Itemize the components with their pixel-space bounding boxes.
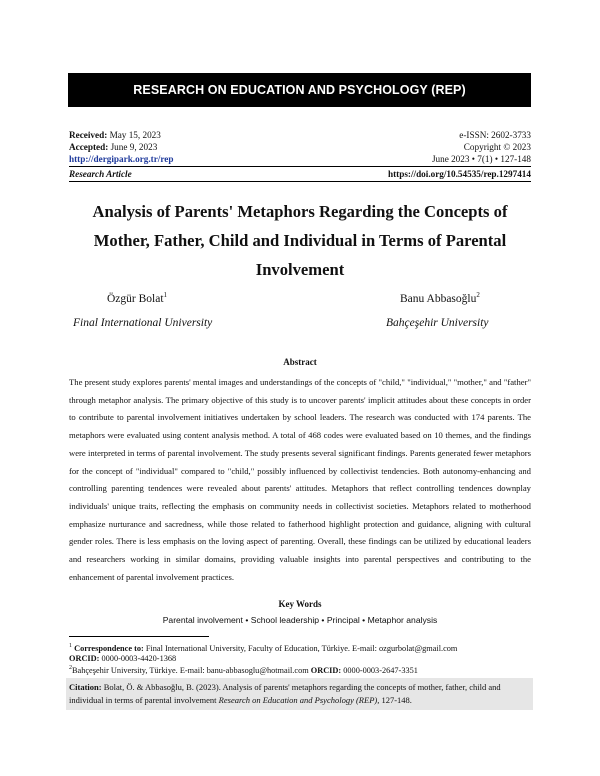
accepted-label: Accepted: [69, 142, 109, 152]
abstract-heading: Abstract [283, 357, 317, 367]
citation-box [66, 678, 533, 710]
author-sup: 2 [476, 291, 480, 299]
keywords-heading: Key Words [278, 599, 322, 609]
journal-url-link[interactable]: http://dergipark.org.tr/rep [69, 154, 174, 164]
article-type: Research Article [69, 169, 132, 179]
author-2 [400, 291, 480, 305]
issue-info: June 2023 • 7(1) • 127-148 [431, 154, 531, 164]
author-name: Özgür Bolat [107, 292, 164, 305]
doi-link[interactable]: https://doi.org/10.54535/rep.1297414 [387, 169, 531, 179]
eissn: e-ISSN: 2602-3733 [459, 130, 531, 140]
footnote-text: Bahçeşehir University, Türkiye. E-mail: banu-abbasoglu@hotmail.com [72, 665, 309, 675]
citation-pages: 127-148. [381, 694, 412, 705]
orcid-id: 0000-0003-4420-1368 [101, 654, 177, 664]
received-label: Received: [69, 130, 108, 140]
title-line: Involvement [255, 260, 345, 279]
accepted-date: June 9, 2023 [110, 142, 158, 152]
article-type-row [69, 168, 531, 180]
copyright: Copyright © 2023 [463, 142, 531, 152]
title-line: Mother, Father, Child and Individual in Terms of Parental [93, 231, 507, 250]
affiliation-2: Bahçeşehir University [386, 317, 489, 329]
citation-text: Bolat, Ö. & Abbasoğlu, B. (2023). Analysis of parents' metaphors regarding the concepts of mother, father, child and individual in terms of parental involvement [69, 682, 501, 705]
orcid-label: ORCID: [69, 654, 100, 664]
paper-title [60, 197, 540, 284]
citation-label: Citation: [69, 682, 102, 692]
meta-divider [69, 166, 531, 167]
author-sup: 1 [163, 291, 168, 299]
correspondence-label: Correspondence to: [74, 643, 144, 653]
footnote-1 [69, 641, 539, 665]
affiliation-1: Final International University [73, 317, 213, 329]
abstract-body: The present study explores parents' mental images and understandings of the concepts of "child," "individual," "mother," and "father" through metaphor analysis. The primary objective of this study is to uncover parents' implicit attitudes about these concepts in order to contribute to parental involvement initiatives undertaken by school leaders. The research was conducted with 174 parents. The metaphors were evaluated using content analysis method. A total of 468 codes were evaluated based on 10 themes, and the findings were interpreted in terms of parental involvement. The study presents several significant findings. Parents generated fewer metaphors for the concept of "individual" compared to "child," possibly influenced by collectivist tendencies. Both autonomy-enhancing and controlling parenting tendences were revealed about parents' attitudes. Metaphors that reflect controlling tendences downplay individuals' unique traits, reflecting the emphasis on community needs in collectivist societies. Metaphors related to motherhood emphasize nurturance and sacredness, while those related to fatherhood highlight protection and guidance, aligning with cultural gender roles. There is less emphasis on the loving aspect of parenting. Overall, these findings can be utilized by educational leaders and researchers working in similar domains, providing valuable insights into parental perspectives and contributing to the enhancement of parental involvement practices. [69, 377, 531, 582]
orcid-id: 0000-0003-2647-3351 [343, 665, 418, 675]
author-1 [107, 291, 167, 305]
footnote-divider [69, 636, 209, 637]
footnote-2 [69, 663, 539, 676]
title-line: Analysis of Parents' Metaphors Regarding the Concepts of [92, 202, 508, 221]
received-date: May 15, 2023 [109, 130, 161, 140]
keywords-list: Parental involvement • School leadership • Principal • Metaphor analysis [162, 615, 438, 625]
footnote-sup: 1 [69, 643, 72, 649]
type-divider [69, 181, 531, 182]
footnote-text: Final International University, Faculty of Education, Türkiye. E-mail: ozgurbolat@gmail.com [145, 643, 458, 653]
orcid-label: ORCID: [310, 665, 342, 675]
author-name: Banu Abbasoğlu [400, 292, 477, 305]
article-meta [69, 129, 531, 165]
footnote-sup: 2 [69, 665, 72, 671]
journal-banner: RESEARCH ON EDUCATION AND PSYCHOLOGY (REP) [68, 73, 531, 107]
citation-journal: Research on Education and Psychology (REP), [218, 694, 380, 705]
